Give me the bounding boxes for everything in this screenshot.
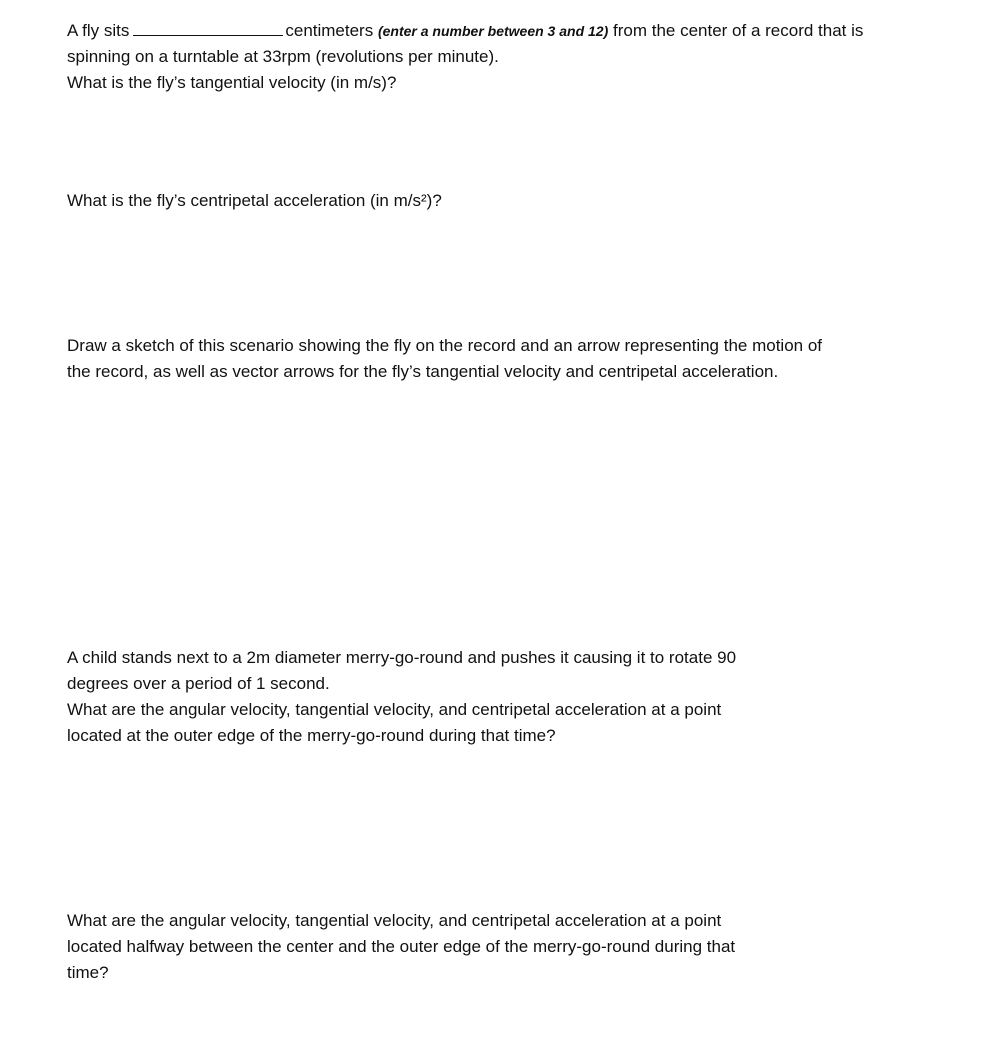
distance-range-note: (enter a number between 3 and 12) [377, 23, 609, 39]
record-center-text: from the center of a record that is [613, 21, 864, 40]
question-5-line-1: What are the angular velocity, tangential velocity, and centripetal acceleration at a point [67, 911, 722, 930]
question-fly-tangential-velocity [67, 18, 927, 96]
fly-sits-text: A fly sits [67, 21, 130, 40]
question-1-line-2: spinning on a turntable at 33rpm (revolutions per minute). [67, 47, 499, 66]
question-3-line-1: Draw a sketch of this scenario showing the fly on the record and an arrow representing the motion of [67, 336, 823, 355]
question-5-line-3: time? [67, 963, 109, 982]
question-4-line-4: located at the outer edge of the merry-go-round during that time? [67, 726, 556, 745]
question-5-line-2: located halfway between the center and the outer edge of the merry-go-round during that [67, 937, 736, 956]
centimeters-text: centimeters [285, 21, 374, 40]
question-4-line-2: degrees over a period of 1 second. [67, 674, 330, 693]
question-1-line-3: What is the fly’s tangential velocity (in m/s)? [67, 73, 397, 92]
question-merry-go-round-halfway [67, 908, 927, 986]
distance-blank-field[interactable] [133, 20, 283, 36]
question-4-line-1: A child stands next to a 2m diameter merry-go-round and pushes it causing it to rotate 90 [67, 648, 737, 667]
question-merry-go-round-edge [67, 645, 927, 749]
question-2-text: What is the fly’s centripetal acceleration (in m/s²)? [67, 191, 442, 210]
question-3-line-2: the record, as well as vector arrows for the fly’s tangential velocity and centripetal acceleration. [67, 362, 779, 381]
question-fly-centripetal-acceleration [67, 188, 927, 214]
question-1-line-1 [67, 18, 927, 44]
question-draw-sketch [67, 333, 927, 385]
question-4-line-3: What are the angular velocity, tangential velocity, and centripetal acceleration at a point [67, 700, 722, 719]
